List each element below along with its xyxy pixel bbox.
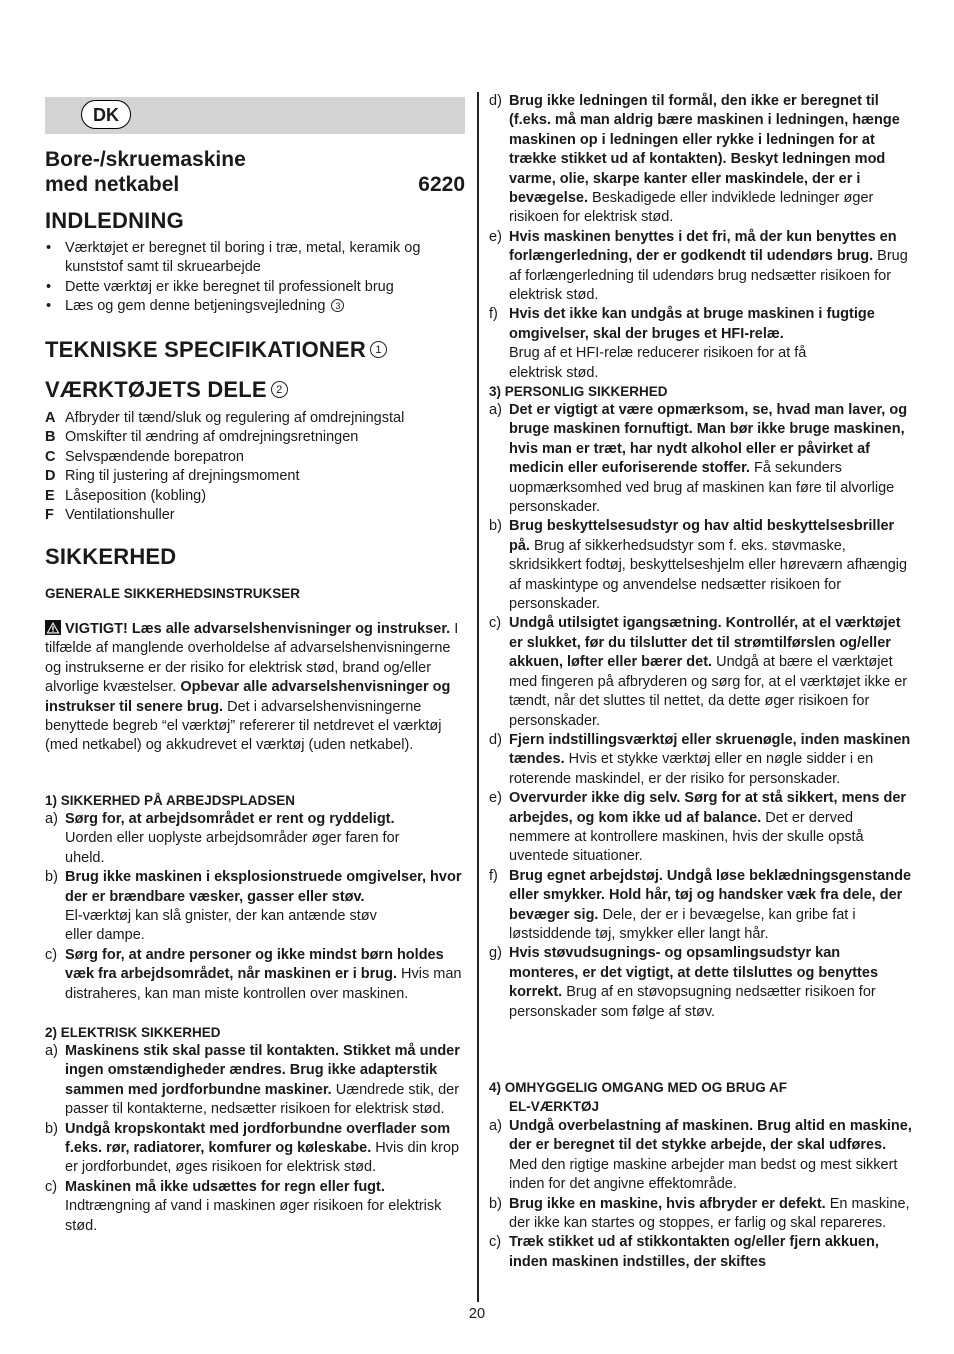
item-text: Det er derved nemmere at kontrollere maskinen, hvis der skulle opstå uventede situationer. — [509, 809, 864, 865]
item-bold: Sørg for, at arbejdsområdet er rent og ryddeligt. — [65, 811, 395, 827]
heading-intro — [45, 208, 184, 234]
item-letter: b) — [489, 518, 502, 535]
warning-text-1: I tilfælde af manglende overholdelse af advarselshenvisningerne og instrukserne er der risiko for elektrisk stød, brand og/eller alvorlige kvæstelser. — [45, 621, 459, 696]
item-letter: c) — [489, 1234, 502, 1251]
heading-specs — [45, 337, 387, 363]
list-item — [489, 731, 913, 789]
item-text: Hvis man distraheres, kan man miste kontrollen over maskinen. — [65, 966, 462, 1002]
item-letter: a) — [489, 402, 502, 418]
item-text: Brug af forlængerledning til udendørs brug nedsætter risikoen for elektrisk stød. — [509, 248, 908, 304]
part-text: Ring til justering af drejningsmoment — [65, 468, 300, 485]
list-item — [489, 228, 913, 306]
item-bold: Brug ikke en maskine, hvis afbryder er defekt. — [509, 1195, 826, 1212]
section-2-list-left — [45, 1042, 465, 1236]
item-text: Brug af et HFI-relæ reducerer risikoen for at få elektrisk stød. — [509, 345, 807, 381]
list-item — [45, 946, 465, 1004]
item-letter: b) — [489, 1195, 502, 1212]
item-bold: Hvis maskinen benyttes i det fri, må der kun benyttes en forlængerledning, der er godkendt til udendørs brug. — [509, 228, 897, 265]
list-item — [489, 789, 913, 867]
parts-list — [45, 409, 465, 525]
warning-bold-2: Opbevar alle advarselshenvisninger og instrukser til senere brug. — [45, 679, 451, 715]
item-letter: c) — [45, 946, 58, 963]
item-text: Undgå at bære el værktøjet med fingeren på afbryderen og sørg for, at el værktøjet ikke er tændt, når det sluttes til nettet, da dette øger risikoen for personskader. — [509, 654, 908, 729]
section-4-title-line1: 4) OMHYGGELIG OMGANG MED OG BRUG AF — [489, 1080, 788, 1095]
item-text: Hvis din krop er jordforbundet, øges risikoen for elektrisk stød. — [65, 1140, 460, 1176]
list-item — [489, 1233, 913, 1272]
part-text: Omskifter til ændring af omdrejningsretningen — [65, 429, 359, 446]
list-item — [45, 1120, 465, 1178]
item-text: Beskadigede eller indviklede ledninger øger risikoen for elektrisk stød. — [509, 190, 874, 226]
intro-bullet-1 — [45, 239, 455, 278]
intro-bullet-1-text: Værktøjet er beregnet til boring i træ, metal, keramik og kunststof samt til skruearbejde — [65, 240, 421, 276]
list-item — [489, 1117, 913, 1195]
part-item — [45, 506, 465, 525]
section-4-title — [489, 1078, 787, 1117]
part-text: Selvspændende borepatron — [65, 448, 244, 465]
list-item — [489, 401, 913, 517]
list-item — [45, 1178, 465, 1236]
item-text: Brug af sikkerhedsudstyr som f. eks. støvmaske, skridsikkert fodtøj, beskyttelseshjelm eller høreværn afhængig af maskintype og anvendelse nedsætter risikoen for personskader. — [509, 537, 908, 613]
item-bold: Overvurder ikke dig selv. Sørg for at stå sikkert, mens der arbejdes, og kom ikke ud af balance. — [509, 790, 907, 826]
intro-bullet-3 — [45, 297, 455, 316]
figure-ref-2: 2 — [271, 381, 288, 398]
figure-ref-3: 3 — [331, 299, 344, 312]
item-bold: Brug ikke maskinen i eksplosionstruede omgivelser, hvor der er brændbare væsker, gasser eller støv. — [65, 869, 462, 905]
item-letter: c) — [45, 1178, 58, 1195]
section-2-title: 2) ELEKTRISK SIKKERHED — [45, 1025, 221, 1040]
part-key: B — [45, 429, 56, 446]
item-text: Brug af en støvopsugning nedsætter risikoen for personskader som følge af støv. — [509, 984, 876, 1020]
warning-bold-1: VIGTIGT! Læs alle advarselshenvisninger og instrukser. — [65, 621, 451, 637]
page-number: 20 — [468, 1306, 486, 1322]
item-bold: Hvis støvudsugnings- og opsamlingsudstyr kan monteres, er det vigtigt, at dette tilsluttes og benyttes korrekt. — [509, 945, 879, 1001]
item-text: Med den rigtige maskine arbejder man bedst og mest sikkert inden for det angivne effektområde. — [509, 1156, 898, 1193]
part-key: A — [45, 410, 56, 426]
part-item — [45, 448, 465, 467]
section-3-title: 3) PERSONLIG SIKKERHED — [489, 384, 668, 399]
section-4-title-line2: EL-VÆRKTØJ — [509, 1099, 600, 1115]
warning-triangle-icon — [45, 620, 61, 635]
heading-specs-text: TEKNISKE SPECIFIKATIONER — [45, 337, 366, 362]
item-letter: b) — [45, 1120, 58, 1137]
product-model: 6220 — [418, 173, 465, 196]
item-bold: Maskinen må ikke udsættes for regn eller fugt. — [65, 1178, 385, 1195]
list-item — [489, 305, 913, 383]
intro-bullet-2-text: Dette værktøj er ikke beregnet til professionelt brug — [65, 278, 394, 295]
part-item — [45, 467, 465, 486]
subheading-general-safety: GENERALE SIKKERHEDSINSTRUKSER — [45, 586, 301, 601]
list-item — [489, 944, 913, 1022]
part-text: Låseposition (kobling) — [65, 487, 207, 504]
section-4-list — [489, 1117, 913, 1272]
item-bold: Maskinens stik skal passe til kontakten. Stikket må under ingen omstændigheder ændres. Brug ikke adapterstik sammen med jordforbundne maskiner. — [65, 1043, 460, 1098]
section-1-title: 1) SIKKERHED PÅ ARBEJDSPLADSEN — [45, 793, 296, 808]
item-letter: d) — [489, 93, 502, 109]
item-text: Uændrede stik, der passer til kontakterne, nedsætter risikoen for elektrisk stød. — [65, 1081, 460, 1118]
item-bold: Hvis det ikke kan undgås at bruge maskinen i fugtige omgivelser, skal der bruges et HFI-relæ. — [509, 306, 875, 342]
item-bold: Det er vigtigt at være opmærksom, se, hvad man laver, og bruge maskinen fornuftigt. Man bør ikke bruge maskinen, hvis man er træt, har nydt alkohol eller er påvirket af medicin eller euforiserende stoffer. — [509, 402, 908, 477]
list-item — [489, 867, 913, 945]
item-text: En maskine, der ikke kan startes og stoppes, er farlig og skal repareres. — [509, 1195, 910, 1232]
item-letter: a) — [489, 1118, 502, 1134]
heading-safety — [45, 544, 176, 570]
item-letter: g) — [489, 945, 502, 962]
item-letter: e) — [489, 790, 502, 807]
item-bold: Sørg for, at andre personer og ikke mindst børn holdes væk fra arbejdsområdet, når maskinen er i brug. — [65, 946, 444, 983]
part-text: Afbryder til tænd/sluk og regulering af omdrejningstal — [65, 410, 405, 426]
heading-intro-text: INDLEDNING — [45, 208, 184, 233]
intro-bullets — [45, 239, 455, 317]
language-bar — [45, 97, 465, 134]
part-item — [45, 409, 465, 428]
item-bold: Træk stikket ud af stikkontakten og/eller fjern akkuen, inden maskinen indstilles, der skiftes — [509, 1234, 879, 1270]
product-title — [45, 147, 465, 197]
item-letter: c) — [489, 615, 502, 632]
part-text: Ventilationshuller — [65, 507, 175, 524]
list-item — [489, 1195, 913, 1234]
list-item — [45, 810, 465, 868]
item-text: Hvis et stykke værktøj eller en nøgle sidder i en roterende maskindel, er der risiko for personskader. — [509, 751, 874, 787]
section-3-list — [489, 401, 913, 1022]
item-bold: Undgå overbelastning af maskinen. Brug altid en maskine, der er beregnet til det stykke arbejde, der skal udføres. — [509, 1118, 912, 1154]
list-item — [489, 92, 913, 228]
heading-parts — [45, 377, 288, 403]
item-text: Indtrængning af vand i maskinen øger risikoen for elektrisk stød. — [65, 1198, 442, 1234]
item-text: Dele, der er i bevægelse, kan gribe fat i løstsiddende tøj, smykker eller langt hår. — [509, 906, 856, 942]
item-letter: d) — [489, 731, 502, 748]
item-letter: f) — [489, 867, 498, 884]
part-key: E — [45, 487, 55, 504]
part-item — [45, 487, 465, 506]
item-letter: a) — [45, 811, 58, 827]
item-text: Få sekunders uopmærksomhed ved brug af maskinen kan føre til alvorlige personskader. — [509, 460, 895, 516]
item-bold: Brug egnet arbejdstøj. Undgå løse beklædningsgenstande eller smykker. Hold hår, tøj og handsker væk fra dele, der bevæger sig. — [509, 867, 912, 923]
part-key: C — [45, 448, 56, 465]
list-item — [489, 614, 913, 730]
section-2-list-right — [489, 92, 913, 383]
item-bold: Undgå kropskontakt med jordforbundne overflader som f.eks. rør, radiatorer, komfurer og køleskabe. — [65, 1120, 451, 1157]
heading-safety-text: SIKKERHED — [45, 544, 177, 569]
section-1-list — [45, 810, 465, 1004]
language-badge: DK — [81, 100, 131, 129]
intro-bullet-2 — [45, 278, 455, 297]
warning-text-2: Det i advarselshenvisningerne benyttede begreb “el værktøj” refererer til netdrevet el værktøj (med netkabel) og akkudrevet el værktøj (uden netkabel). — [45, 698, 442, 754]
item-text: El-værktøj kan slå gnister, der kan antænde støv eller dampe. — [65, 908, 377, 944]
item-text: Uorden eller uoplyste arbejdsområder øger faren for uheld. — [65, 830, 400, 866]
product-title-line2: med netkabel — [45, 173, 180, 196]
part-key: F — [45, 507, 54, 524]
item-letter: f) — [489, 306, 498, 323]
list-item — [489, 517, 913, 614]
item-bold: Brug beskyttelsesudstyr og hav altid beskyttelsesbriller på. — [509, 518, 895, 554]
intro-bullet-3-text: Læs og gem denne betjeningsvejledning — [65, 298, 326, 315]
column-divider — [477, 92, 479, 1302]
item-letter: a) — [45, 1043, 58, 1059]
heading-parts-text: VÆRKTØJETS DELE — [45, 377, 267, 402]
part-key: D — [45, 468, 56, 485]
item-letter: b) — [45, 869, 58, 886]
list-item — [45, 1042, 465, 1120]
item-bold: Fjern indstillingsværktøj eller skruenøgle, inden maskinen tændes. — [509, 731, 911, 768]
item-bold: Undgå utilsigtet igangsætning. Kontrollér, at el værktøjet er slukket, før du tilslutter det til strømtilførslen og/eller akkuen, løfter eller bærer det. — [509, 615, 901, 671]
item-letter: e) — [489, 228, 502, 245]
warning-paragraph — [45, 620, 465, 756]
figure-ref-1: 1 — [370, 341, 387, 358]
item-bold: Brug ikke ledningen til formål, den ikke er beregnet til (f.eks. må man aldrig bære maskinen i ledningen, hænge maskinen op i ledningen eller rykke i ledningen for at trække stikket ud af kontakten). Beskyt ledningen mod varme, olie, skarpe kanter eller maskindele, der er i bevægelse. — [509, 93, 900, 207]
part-item — [45, 428, 465, 447]
list-item — [45, 868, 465, 946]
product-title-line1: Bore-/skruemaskine — [45, 148, 246, 171]
